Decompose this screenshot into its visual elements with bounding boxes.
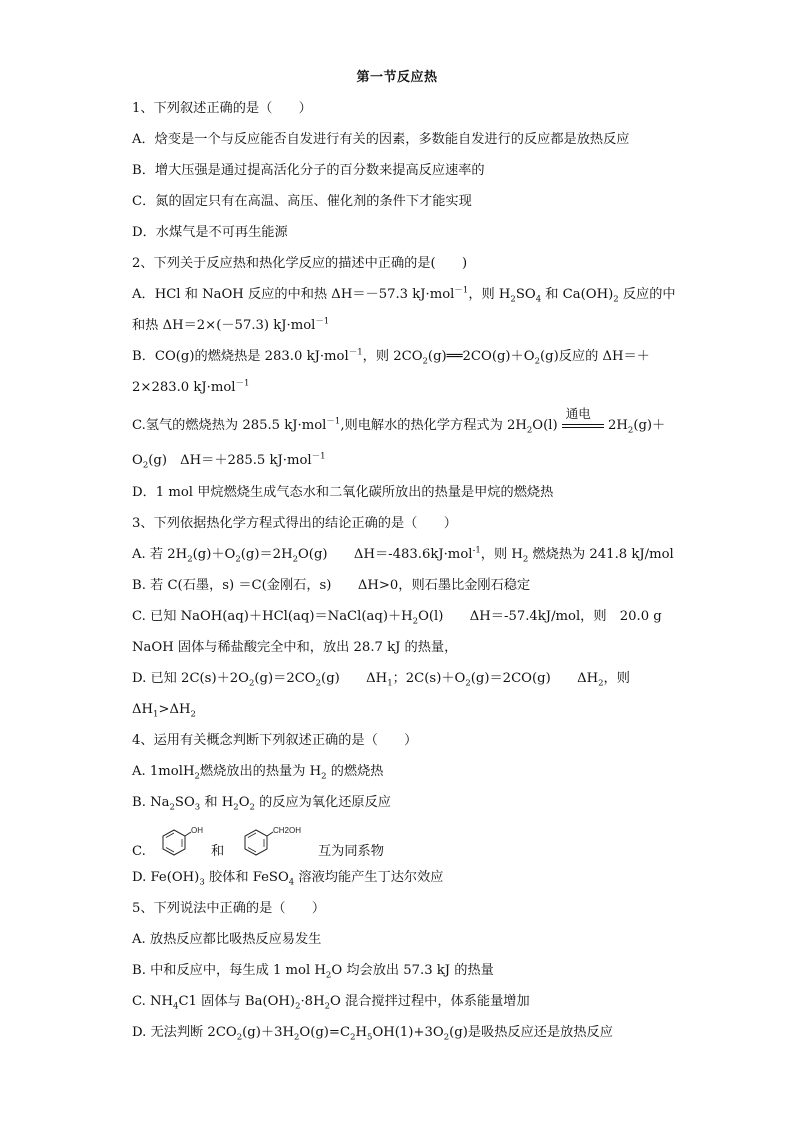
sup: －1 (454, 285, 469, 296)
text: (g)是吸热反应还是放热反应 (449, 1025, 613, 1040)
text: O (238, 795, 250, 810)
text: OH(1)+3O (372, 1025, 444, 1040)
text: 胶体和 FeSO (204, 870, 289, 885)
q3-option-c-cont: NaOH 固体与稀盐酸完全中和，放出 28.7 kJ 的热量， (132, 640, 458, 655)
q2-option-b-cont (132, 379, 672, 397)
sub: 2 (142, 460, 149, 471)
q5-option-b (132, 962, 672, 980)
phenol-structure-icon (158, 822, 204, 862)
text: ·8H (300, 994, 325, 1009)
text: (g)＝2CO(g) ΔH (470, 671, 599, 686)
text: 和热 ΔH＝2×(－57.3) kJ·mol (132, 318, 316, 333)
text: 2×283.0 kJ·mol (132, 380, 236, 395)
text: H (355, 1025, 368, 1040)
sub: 2 (522, 554, 529, 565)
sub: 2 (465, 678, 471, 689)
text: (g) ΔH (321, 671, 388, 686)
sub: 2 (412, 616, 419, 627)
sub: 2 (534, 356, 540, 367)
sub: 2 (295, 1001, 301, 1012)
text: ,则电解水的热化学方程式为 2H (340, 418, 527, 433)
q5-option-d (132, 1024, 672, 1042)
q1-stem: 1、下列叙述正确的是（ ） (132, 101, 312, 116)
sub: 2 (248, 678, 255, 689)
electrolysis-arrow-icon (562, 405, 604, 431)
text: O 混合搅拌过程中，体系能量增加 (330, 994, 530, 1009)
text: O(l) ΔH＝-57.4kJ/mol，则 20.0 g (418, 609, 662, 624)
q4-option-c-and: 和 (211, 844, 225, 859)
q5-option-a: A. 放热反应都比吸热反应易发生 (132, 932, 322, 947)
sup: -1 (472, 545, 481, 556)
q2-option-a-cont (132, 317, 672, 335)
text: SO (174, 795, 195, 810)
q4-option-b (132, 794, 672, 812)
q4-option-d (132, 869, 672, 887)
sup: －1 (235, 378, 250, 389)
sub: 4 (288, 877, 295, 888)
sub: 4 (173, 1001, 179, 1012)
q3-option-d-cont (132, 701, 672, 719)
text: 燃烧热为 241.8 kJ/mol (528, 547, 674, 562)
q4-option-a (132, 763, 672, 781)
sup: －1 (348, 347, 363, 358)
text: (g)══2CO(g)＋O (427, 349, 535, 364)
sub: 2 (235, 554, 241, 565)
text: (g)＋3H (242, 1025, 294, 1040)
text: C1 固体与 Ba(OH) (178, 994, 296, 1009)
q3-option-d (132, 670, 672, 688)
q5-stem: 5、下列说法中正确的是（ ） (132, 901, 326, 916)
ch2oh-group: CH2OH (273, 826, 302, 835)
sub: 2 (325, 970, 332, 981)
text: >ΔH (158, 702, 191, 717)
sub: 2 (233, 802, 239, 813)
text: A. 若 2H (132, 547, 188, 562)
q3-option-c (132, 608, 672, 626)
q5-option-c (132, 993, 672, 1011)
text: ，则 H (468, 287, 511, 302)
sub: 2 (627, 425, 634, 436)
text: O(l) (532, 418, 562, 433)
q2-option-c-cont (132, 452, 672, 470)
sub: 5 (367, 1032, 373, 1043)
q4-option-c-tail: 互为同系物 (318, 844, 384, 859)
q1-option-d: D．水煤气是不可再生能源 (132, 225, 288, 240)
sub: 2 (249, 802, 255, 813)
q1-option-a: A．焓变是一个与反应能否自发进行有关的因素，多数能自发进行的反应都是放热反应 (132, 132, 630, 147)
text: (g)反应的 ΔH＝＋ (539, 349, 650, 364)
text: (g)＝2CO (254, 671, 316, 686)
sub: 2 (187, 554, 193, 565)
text: D. Fe(OH) (132, 870, 200, 885)
sub: 2 (526, 425, 533, 436)
q3-option-a (132, 546, 672, 564)
sub: 2 (510, 294, 516, 305)
sub: 2 (321, 771, 327, 782)
text: ，则 H (480, 547, 523, 562)
sup: －1 (315, 316, 330, 327)
text: 和 H (200, 795, 234, 810)
text: ，则 2CO (362, 349, 423, 364)
text: C.氢气的燃烧热为 285.5 kJ·mol (132, 418, 327, 433)
sub: 2 (292, 554, 298, 565)
sub: 2 (324, 1001, 330, 1012)
benzyl-alcohol-structure-icon (240, 822, 312, 864)
q3-stem: 3、下列依据热化学方程式得出的结论正确的是（ ） (132, 516, 457, 531)
text: 2H (603, 418, 628, 433)
q4-stem: 4、运用有关概念判断下列叙述正确的是（ ） (132, 733, 418, 748)
text: (g)＝2H (240, 547, 293, 562)
text: B．CO(g)的燃烧热是 283.0 kJ·mol (132, 349, 349, 364)
q2-stem: 2、下列关于反应热和热化学反应的描述中正确的是( ) (132, 256, 468, 271)
sub: 2 (422, 356, 428, 367)
text: A．HCl 和 NaOH 反应的中和热 ΔH＝－57.3 kJ·mol (132, 287, 455, 302)
sub: 2 (169, 802, 175, 813)
text: (g)＋ (633, 418, 666, 433)
sub: 1 (153, 709, 159, 720)
sub: 2 (190, 709, 196, 720)
text: B. Na (132, 795, 170, 810)
sub: 2 (293, 1032, 300, 1043)
text: B. 中和反应中，每生成 1 mol H (132, 963, 326, 978)
q4-option-c-label: C. (132, 844, 146, 859)
text: 的反应为氧化还原反应 (254, 795, 391, 810)
text: ；2C(s)＋O (392, 671, 466, 686)
sub: 2 (598, 678, 604, 689)
text: 的燃烧热 (326, 764, 384, 779)
sup: －1 (326, 416, 341, 427)
sub: 3 (199, 877, 205, 888)
text: C. NH (132, 994, 174, 1009)
sub: 2 (350, 1032, 356, 1043)
text: ，则 (603, 671, 630, 686)
sub: 2 (613, 294, 619, 305)
text: O(g) ΔH＝-483.6kJ·mol (298, 547, 473, 562)
text: O 均会放出 57.3 kJ 的热量 (331, 963, 494, 978)
text: 溶液均能产生丁达尔效应 (294, 870, 444, 885)
sub: 1 (387, 678, 393, 689)
text: D. 无法判断 2CO (132, 1025, 237, 1040)
sup: －1 (311, 451, 326, 462)
sub: 2 (315, 678, 322, 689)
q1-option-c: C．氮的固定只有在高温、高压、催化剂的条件下才能实现 (132, 194, 472, 209)
text: SO (515, 287, 536, 302)
q2-option-d: D．1 mol 甲烷燃烧生成气态水和二氧化碳所放出的热量是甲烷的燃烧热 (132, 485, 554, 500)
text: A. 1molH (132, 764, 195, 779)
text: 燃烧放出的热量为 H (199, 764, 322, 779)
q3-option-b: B. 若 C(石墨，s) ＝C(金刚石，s) ΔH>0，则石墨比金刚石稳定 (132, 578, 531, 593)
text: O(g)=C (299, 1025, 351, 1040)
sub: 3 (194, 802, 201, 813)
q1-option-b: B．增大压强是通过提高活化分子的百分数来提高反应速率的 (132, 163, 485, 178)
sub: 4 (535, 294, 542, 305)
oh-group: OH (191, 826, 203, 835)
text: (g)＋O (192, 547, 236, 562)
q2-option-a (132, 285, 676, 305)
page-title: 第一节反应热 (356, 70, 438, 85)
text: 反应的中 (618, 287, 676, 302)
text: D. 已知 2C(s)＋2O (132, 671, 249, 686)
q2-option-b (132, 348, 672, 366)
text: (g) ΔH＝＋285.5 kJ·mol (148, 453, 312, 468)
arrow-label: 通电 (565, 405, 591, 421)
text: O (132, 453, 143, 468)
sub: 2 (236, 1032, 243, 1043)
text: ΔH (132, 702, 154, 717)
sub: 2 (443, 1032, 450, 1043)
sub: 2 (194, 771, 200, 782)
q2-option-c (132, 405, 672, 436)
text: 和 Ca(OH) (541, 287, 614, 302)
text: C. 已知 NaOH(aq)＋HCl(aq)＝NaCl(aq)＋H (132, 609, 413, 624)
